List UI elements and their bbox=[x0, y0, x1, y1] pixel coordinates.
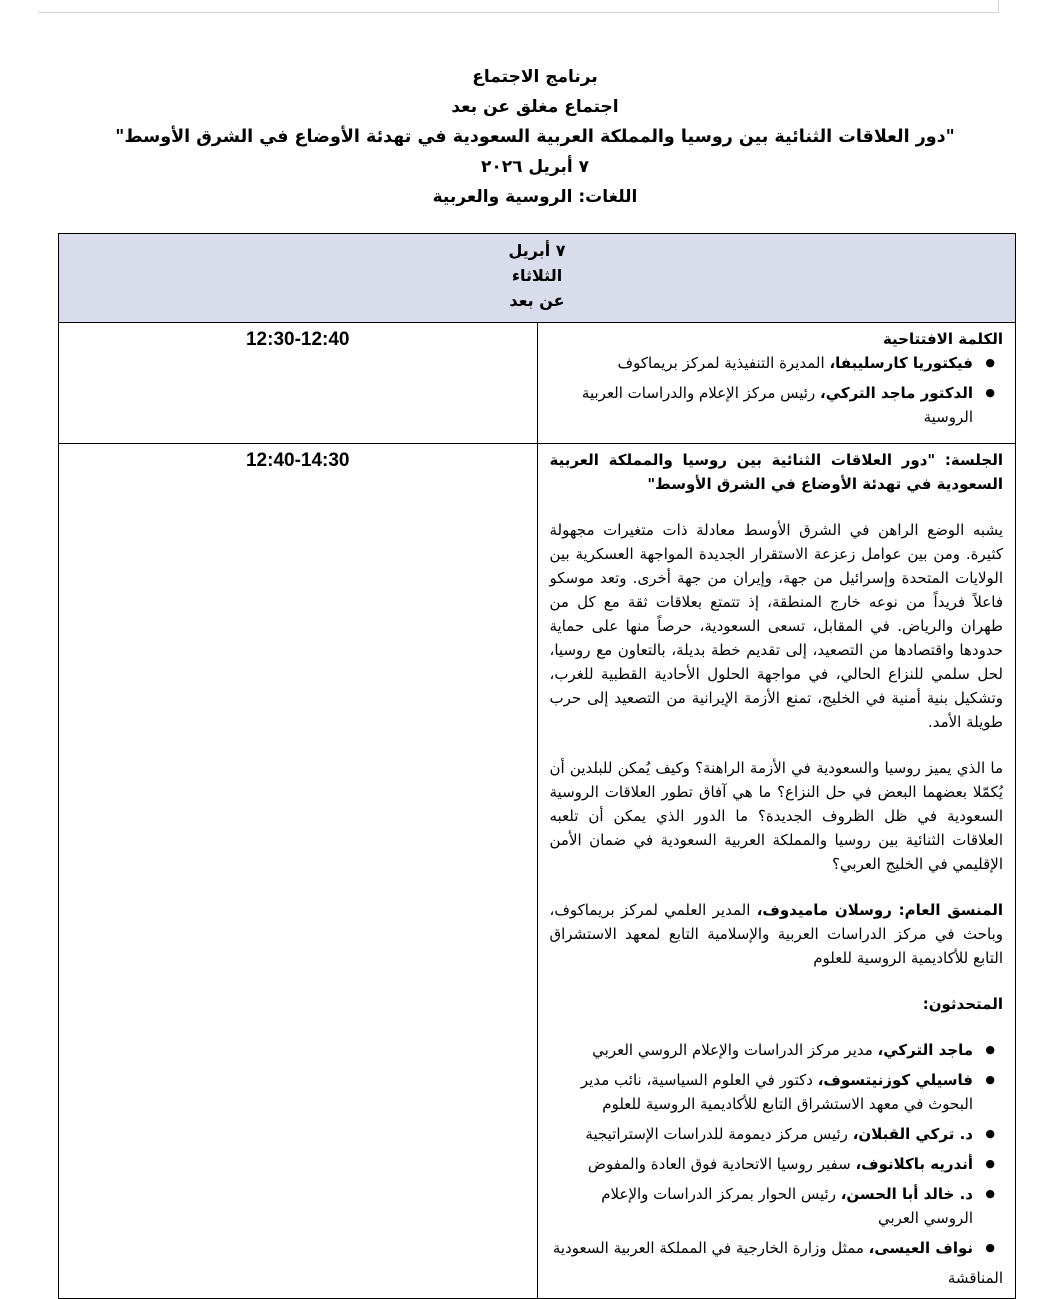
speaker-role: رئيس مركز الإعلام والدراسات العربية الروسية bbox=[581, 384, 973, 426]
list-item bbox=[550, 1068, 974, 1116]
list-item bbox=[550, 1038, 974, 1062]
moderator-label: المنسق العام: روسلان ماميدوف، bbox=[756, 901, 1003, 919]
discussion-label: المناقشة bbox=[947, 1269, 1003, 1287]
program-heading: برنامج الاجتماع bbox=[472, 67, 598, 87]
speaker-name: فيكتوريا كارسليبفا، bbox=[829, 354, 973, 372]
moderator-text: المدير العلمي لمركز بريماكوف، وباحث في مركز الدراسات العربية والإسلامية التابع لمعهد الاستشراق التابع للأكاديمية الروسية للعلوم bbox=[549, 901, 1003, 967]
speaker-name: أندريه باكلانوف، bbox=[855, 1155, 973, 1173]
schedule-table bbox=[58, 233, 1016, 1299]
speaker-name: الدكتور ماجد التركي، bbox=[820, 384, 973, 402]
session-time-opening: 12:30-12:40 bbox=[59, 323, 538, 444]
session-row-opening bbox=[59, 323, 1016, 444]
meeting-date: ٧ أبريل ٢٠٢٦ bbox=[480, 157, 590, 177]
page-edge bbox=[38, 0, 999, 13]
list-item bbox=[550, 1182, 974, 1230]
speaker-name: د. تركي القبلان، bbox=[852, 1125, 973, 1143]
session-title: الجلسة: "دور العلاقات الثنائية بين روسيا والمملكة العربية السعودية في تهدئة الأوضاع في الشرق الأوسط" bbox=[549, 451, 1003, 493]
day-weekday: الثلاثاء bbox=[511, 266, 563, 285]
speaker-name: نواف العيسى، bbox=[868, 1239, 973, 1257]
meeting-title: "دور العلاقات الثنائية بين روسيا والمملكة العربية السعودية في تهدئة الأوضاع في الشرق الأوسط" bbox=[115, 127, 955, 147]
moderator bbox=[550, 898, 1004, 970]
meeting-languages: اللغات: الروسية والعربية bbox=[432, 187, 638, 207]
day-mode: عن بعد bbox=[509, 291, 565, 310]
session-content-opening bbox=[537, 323, 1016, 444]
document-header bbox=[38, 62, 1032, 212]
speaker-list bbox=[550, 1038, 1004, 1260]
session-content-main bbox=[537, 444, 1016, 1299]
list-item bbox=[550, 1236, 974, 1260]
speaker-role: المديرة التنفيذية لمركز بريماكوف bbox=[617, 354, 830, 372]
list-item bbox=[550, 1152, 974, 1176]
day-date: ٧ أبريل bbox=[508, 241, 566, 260]
session-title: الكلمة الافتتاحية bbox=[882, 330, 1003, 348]
list-item bbox=[550, 1122, 974, 1146]
session-row-main bbox=[59, 444, 1016, 1299]
speakers-heading: المتحدثون: bbox=[922, 995, 1003, 1013]
speaker-role: مدير مركز الدراسات والإعلام الروسي العربي bbox=[592, 1041, 878, 1059]
opening-speaker-list bbox=[550, 351, 1004, 429]
day-header-cell bbox=[59, 234, 1016, 323]
meeting-type: اجتماع مغلق عن بعد bbox=[451, 97, 619, 117]
speaker-role: رئيس مركز ديمومة للدراسات الإستراتيجية bbox=[585, 1125, 853, 1143]
document-page bbox=[38, 0, 1032, 1287]
speaker-role: سفير روسيا الاتحادية فوق العادة والمفوض bbox=[587, 1155, 856, 1173]
speaker-role: دكتور في العلوم السياسية، نائب مدير البحوث في معهد الاستشراق التابع للأكاديمية الروسية للعلوم bbox=[580, 1071, 973, 1113]
list-item bbox=[550, 351, 974, 375]
speaker-name: د. خالد أبا الحسن، bbox=[840, 1185, 973, 1203]
list-item bbox=[550, 381, 974, 429]
session-paragraph: يشبه الوضع الراهن في الشرق الأوسط معادلة ذات متغيرات مجهولة كثيرة. ومن بين عوامل زعزعة الاستقرار الجديدة المواجهة العسكرية بين الولايات المتحدة وإسرائيل من جهة، وإيران من جهة أخرى. وتعد موسكو فاعلاً فريداً من نوعه خارج المنطقة، إذ تتمتع بعلاقات ثقة مع كل من طهران والرياض. في المقابل، تسعى السعودية، حرصاً منها على حماية حدودها واقتصادها من التصعيد، إلى تقديم خطة بديلة، بالتعاون مع روسيا، لحل سلمي للنزاع الحالي، في مواجهة الحلول الأحادية القطبية للغرب، وتشكيل بنية أمنية في الخليج، تمنع الأزمة الإيرانية من التصعيد إلى حرب طويلة الأمد. bbox=[549, 521, 1003, 731]
speaker-name: ماجد التركي، bbox=[877, 1041, 973, 1059]
speaker-name: فاسيلي كوزنيتسوف، bbox=[817, 1071, 973, 1089]
day-row bbox=[59, 234, 1016, 323]
session-time-main: 12:40-14:30 bbox=[59, 444, 538, 1299]
session-questions: ما الذي يميز روسيا والسعودية في الأزمة الراهنة؟ وكيف يُمكن للبلدين أن يُكمّلا بعضهما البعض في حل النزاع؟ ما هي آفاق تطور العلاقات الروسية السعودية في ظل الظروف الجديدة؟ ما الدور الذي يمكن أن تلعبه العلاقات الثنائية بين روسيا والمملكة العربية السعودية في ضمان الأمن الإقليمي في الخليج العربي؟ bbox=[549, 759, 1003, 873]
speaker-role: رئيس الحوار بمركز الدراسات والإعلام الروسي العربي bbox=[601, 1185, 973, 1227]
speaker-role: ممثل وزارة الخارجية في المملكة العربية السعودية bbox=[552, 1239, 869, 1257]
